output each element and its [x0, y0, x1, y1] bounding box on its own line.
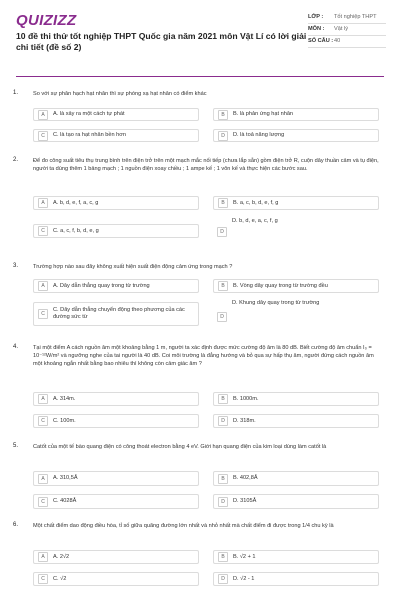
- document-title: 10 đề thi thử tốt nghiệp THPT Quốc gia năm 2021 môn Vật Lí có lời giải chi tiết (đề số 2): [16, 31, 307, 52]
- option-a[interactable]: [33, 550, 199, 564]
- option-c[interactable]: [33, 224, 199, 238]
- meta-row-class: [308, 12, 386, 24]
- option-text: B. a, c, b, d, e, f, g: [233, 199, 279, 206]
- option-text: A. 310,5Å: [53, 475, 78, 481]
- option-letter: C: [38, 226, 48, 236]
- option-text: B. là phản ứng hạt nhân: [233, 111, 294, 117]
- option-b[interactable]: [213, 392, 379, 406]
- option-letter: D: [218, 574, 228, 584]
- option-letter: A: [38, 110, 48, 120]
- option-d[interactable]: [213, 494, 379, 509]
- option-d[interactable]: [213, 414, 379, 428]
- option-text: C. là tạo ra hạt nhân bền hơn: [53, 132, 127, 138]
- option-letter: B: [218, 281, 228, 291]
- question-text: Một chất điểm dao động điều hòa, tỉ số giữa quãng đường lớn nhất và nhỏ nhất mà chất điểm đi được trong 1/4 chu kỳ là: [33, 523, 334, 529]
- option-letter: B: [218, 552, 228, 562]
- option-text: D. Khung dây quay trong từ trường: [232, 300, 320, 306]
- option-letter: B: [218, 474, 228, 484]
- meta-label: SỐ CÂU :: [308, 38, 334, 44]
- option-a[interactable]: [33, 392, 199, 406]
- meta-value: Vật lý: [334, 26, 348, 32]
- option-letter: D: [218, 131, 228, 141]
- meta-row-count: [308, 36, 386, 48]
- question-number: 3.: [13, 263, 19, 269]
- option-c[interactable]: [33, 494, 199, 509]
- question-number: 5.: [13, 443, 19, 449]
- option-d[interactable]: [213, 572, 379, 586]
- option-c[interactable]: [33, 302, 199, 326]
- option-letter: C: [38, 574, 48, 584]
- option-letter: A: [38, 474, 48, 484]
- meta-label: LỚP :: [308, 14, 324, 20]
- question-text: So với sự phân hạch hạt nhân thì sự phóng xạ hạt nhân có điểm khác: [33, 91, 207, 97]
- option-text: D. b, d, e, a, c, f, g: [232, 218, 278, 224]
- option-c[interactable]: [33, 129, 199, 142]
- option-text: A. 314m.: [53, 395, 76, 402]
- option-b[interactable]: [213, 108, 379, 121]
- option-text: D. là toả năng lượng: [233, 132, 285, 138]
- header-divider: [16, 76, 384, 77]
- option-text: B. 1000m.: [233, 395, 259, 402]
- option-text: D. √2 - 1: [233, 575, 255, 582]
- option-text: A. Dây dẫn thẳng quay trong từ trường: [53, 282, 150, 289]
- option-letter: B: [218, 198, 228, 208]
- option-letter: A: [38, 552, 48, 562]
- meta-panel: [308, 12, 386, 48]
- option-text: C. 4028Å: [53, 498, 77, 504]
- option-b[interactable]: [213, 279, 379, 293]
- option-a[interactable]: [33, 196, 199, 210]
- option-text: C. 100m.: [53, 417, 76, 424]
- question-number: 4.: [13, 344, 19, 350]
- option-text: A. là xảy ra một cách tự phát: [53, 111, 125, 117]
- option-d[interactable]: [213, 218, 379, 240]
- option-c[interactable]: [33, 414, 199, 428]
- option-text: A. 2√2: [53, 553, 70, 560]
- option-text: D. 318m.: [233, 417, 256, 424]
- option-text: C. √2: [53, 575, 67, 582]
- question-text: Catốt của một tế bào quang điện có công thoát electron bằng 4 eV. Giới hạn quang điện của kim loại dùng làm catốt là: [33, 444, 327, 450]
- question-number: 1.: [13, 90, 19, 96]
- option-a[interactable]: [33, 471, 199, 486]
- meta-value: 40: [334, 38, 341, 44]
- option-text: D. 3105Å: [233, 498, 257, 504]
- option-text: A. b, d, e, f, a, c, g: [53, 199, 99, 206]
- option-text: B. √2 + 1: [233, 553, 256, 560]
- option-letter: A: [38, 198, 48, 208]
- option-c[interactable]: [33, 572, 199, 586]
- option-letter: C: [38, 309, 48, 319]
- option-letter: D: [218, 497, 228, 507]
- question-number: 6.: [13, 522, 19, 528]
- option-letter: D: [217, 312, 227, 322]
- option-letter: B: [218, 394, 228, 404]
- question-number: 2.: [13, 157, 19, 163]
- option-b[interactable]: [213, 471, 379, 486]
- option-text: B. Vòng dây quay trong từ trường đều: [233, 282, 328, 289]
- option-letter: D: [217, 227, 227, 237]
- option-letter: A: [38, 394, 48, 404]
- meta-label: MÔN :: [308, 26, 325, 32]
- option-a[interactable]: [33, 279, 199, 293]
- option-text: C. a, c, f, b, d, e, g: [53, 227, 99, 234]
- option-b[interactable]: [213, 196, 379, 210]
- option-letter: C: [38, 131, 48, 141]
- option-letter: B: [218, 110, 228, 120]
- meta-value: Tốt nghiệp THPT: [334, 14, 377, 20]
- meta-row-subject: [308, 24, 386, 36]
- option-text: B. 402,8Å: [233, 475, 258, 481]
- option-letter: C: [38, 416, 48, 426]
- option-text: C. Dây dẫn thẳng chuyển động theo phương của các đường sức từ: [53, 307, 185, 320]
- option-a[interactable]: [33, 108, 199, 121]
- quizizz-logo: QUIZIZZ: [16, 12, 77, 29]
- option-d[interactable]: [213, 300, 379, 326]
- option-letter: C: [38, 497, 48, 507]
- option-letter: D: [218, 416, 228, 426]
- option-letter: A: [38, 281, 48, 291]
- question-text: Để đo công suất tiêu thụ trung bình trên điện trở trên một mạch mắc nối tiếp (chưa lắp sẵn) gồm điện trở R, cuộn dây thuần cảm và tụ điện, người ta dùng thêm 1 bảng mạch ; 1 nguồn điện xoay chiều ; 1 ampe kế ; 1 vôn kế và thực hiện các bước sau.: [33, 158, 379, 172]
- question-text: Trường hợp nào sau đây không xuất hiện suất điện động cảm ứng trong mạch ?: [33, 264, 233, 270]
- option-b[interactable]: [213, 550, 379, 564]
- option-d[interactable]: [213, 129, 379, 142]
- question-text: Tại một điểm A cách nguồn âm một khoảng bằng 1 m, người ta xác định được mức cường độ âm là 80 dB. Biết cường độ âm chuẩn I₀ = 10⁻¹²W/m² và ngưỡng nghe của tai người là 40 dB. Coi môi trường là đẳng hướng và bỏ qua sự hấp thụ âm, người đứng cách nguồn âm một khoảng ngắn nhất bằng bao nhiêu thì không còn cảm giác âm ?: [33, 345, 374, 367]
